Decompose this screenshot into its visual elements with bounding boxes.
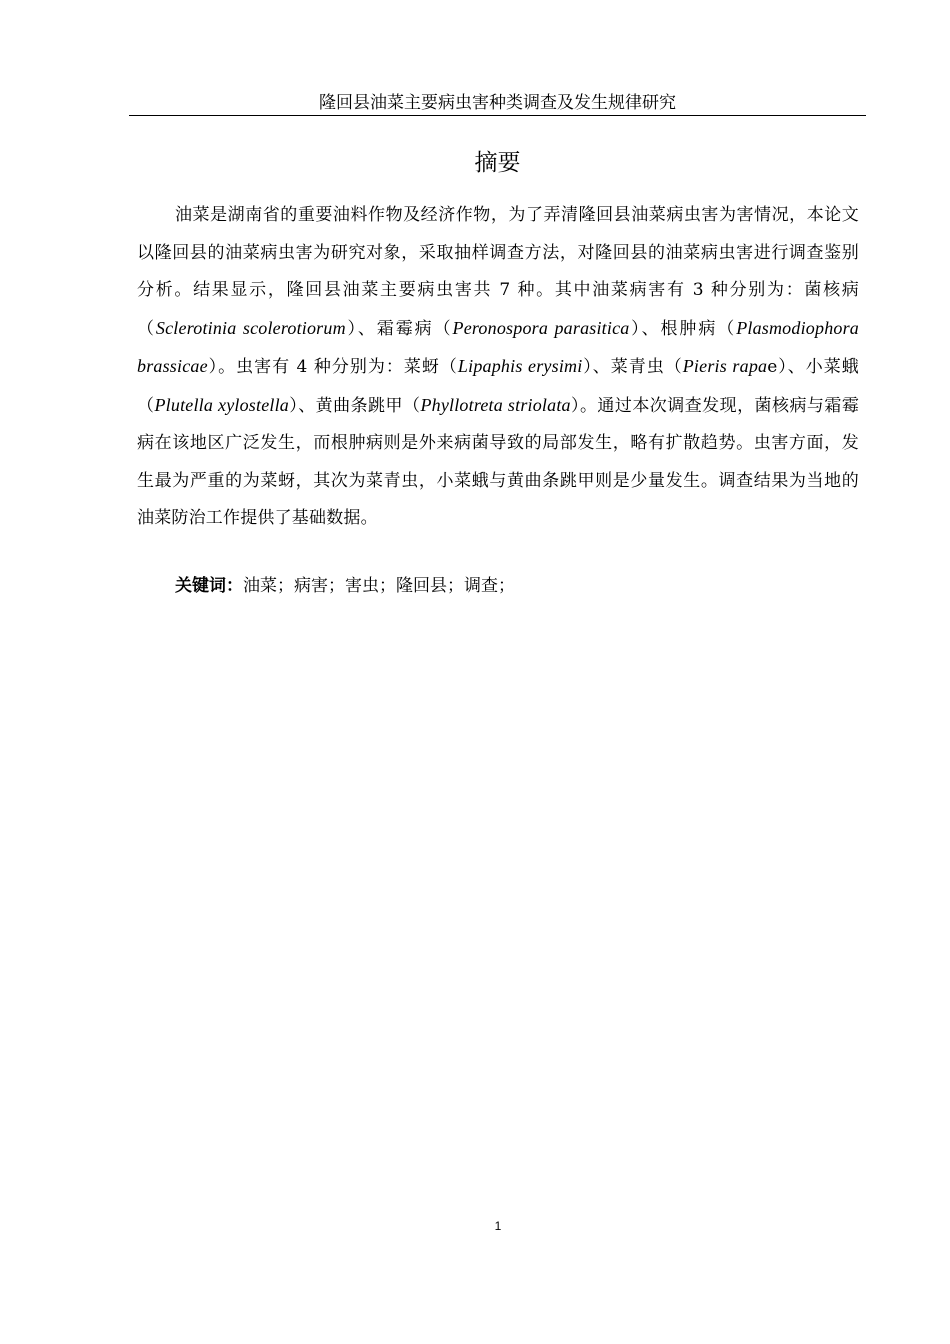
page-number: 1 — [494, 1219, 502, 1233]
running-title: 隆回县油菜主要病虫害种类调查及发生规律研究 — [319, 93, 676, 113]
species-name: Plasmodiophora brassicae — [137, 317, 859, 376]
abstract-text: ）、根肿病（ — [629, 318, 737, 339]
abstract-text: ）。虫害有 4 种分别为：菜蚜（ — [207, 357, 458, 377]
species-name: Peronospora parasitica — [452, 317, 630, 338]
abstract-text: ）。通过本次调查发现，菌核病与霜霉病在该地区广泛发生，而根肿病则是外来病菌导致的局部发生，略有扩散趋势。虫害方面，发生最为严重的为菜蚜，其次为菜青虫，小菜蛾与黄曲条跳甲则是少量发生。调查结果为当地的油菜防治工作提供了基础数据。 — [137, 395, 860, 528]
abstract-body — [137, 197, 859, 538]
species-name: Sclerotinia scolerotiorum — [155, 317, 346, 338]
abstract-text: ）、黄曲条跳甲（ — [289, 395, 421, 416]
abstract-text: e）、小菜蛾（ — [137, 357, 860, 416]
species-name: Pieris rapa — [682, 356, 768, 376]
keywords-line — [175, 571, 515, 601]
species-name: Lipaphis erysimi — [457, 356, 583, 376]
abstract-text: 油菜是湖南省的重要油料作物及经济作物，为了弄清隆回县油菜病虫害为害情况，本论文以隆回县的油菜病虫害为研究对象，采取抽样调查方法，对隆回县的油菜病虫害进行调查鉴别分析。结果显示，隆回县油菜主要病虫害共 7 种。其中油菜病害有 3 种分别为：菌核病（ — [137, 205, 859, 339]
abstract-title: 摘要 — [474, 150, 521, 176]
abstract-text: ）、菜青虫（ — [582, 357, 683, 377]
abstract-text: ）、霜霉病（ — [345, 318, 453, 339]
species-name: Phyllotreta striolata — [420, 394, 571, 415]
keywords-list: 油菜；病害；害虫；隆回县；调查； — [243, 576, 515, 596]
species-name: Plutella xylostella — [154, 394, 289, 415]
running-header — [129, 93, 866, 116]
keywords-label: 关键词： — [175, 576, 243, 596]
